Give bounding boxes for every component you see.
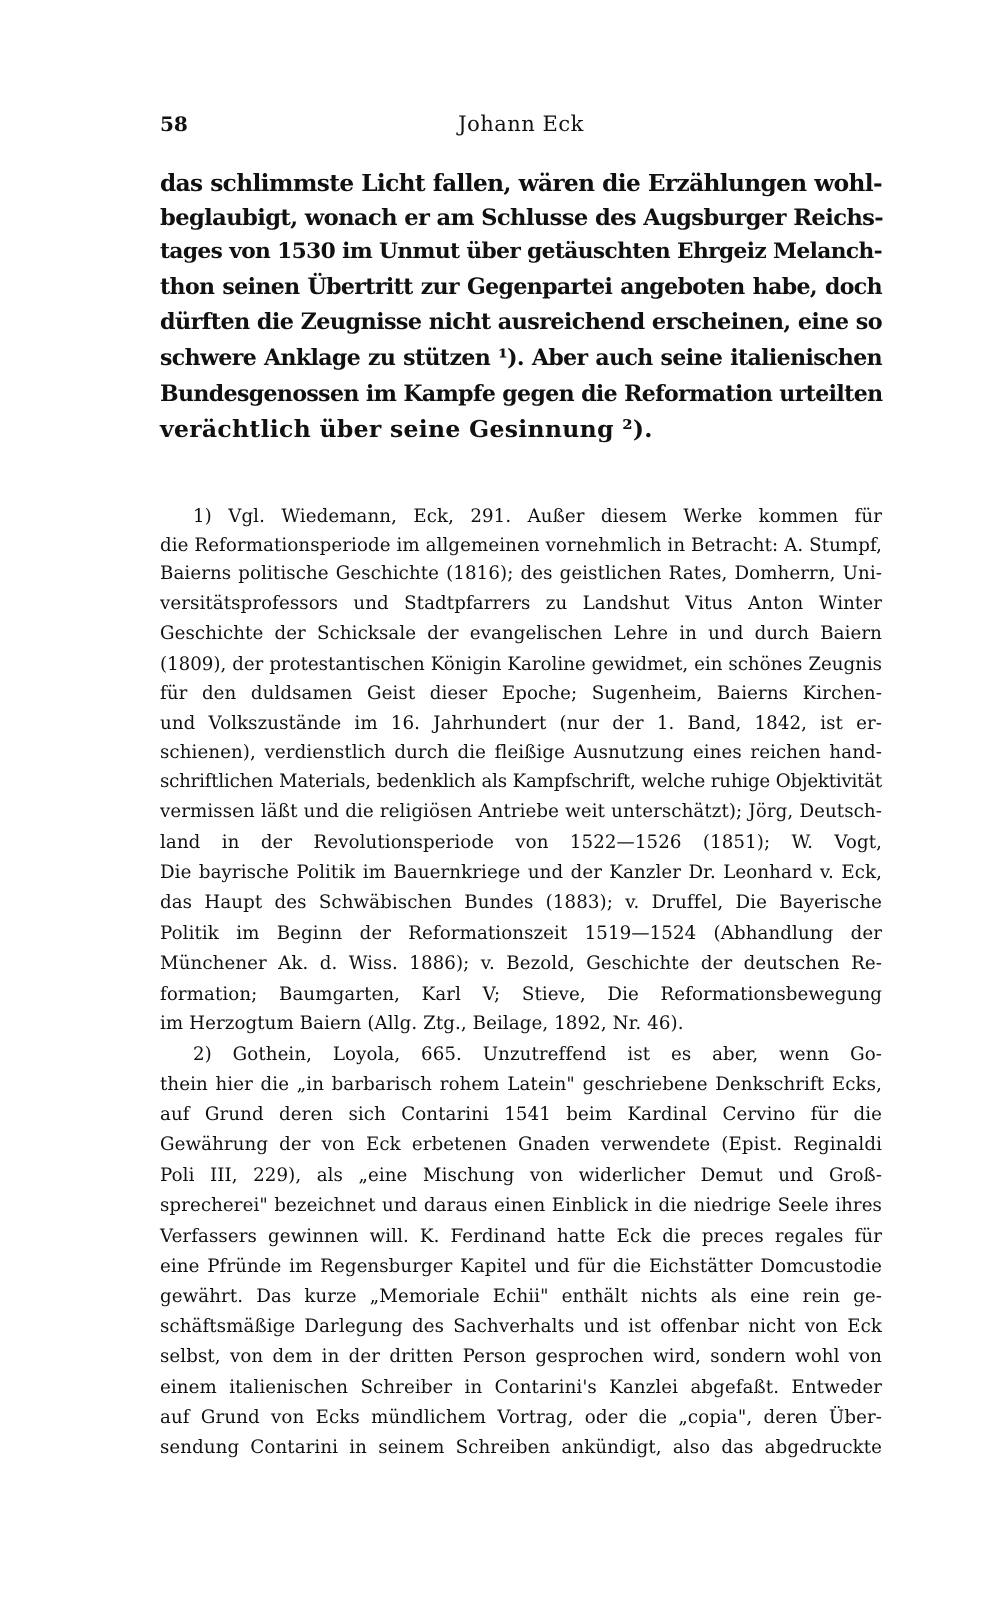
footnote-line: auf Grund von Ecks mündlichem Vortrag, oder die „copia", deren Über- xyxy=(160,1407,882,1428)
footnote-line: schienen), verdienstlich durch die fleißige Ausnutzung eines reichen hand- xyxy=(160,742,882,763)
main-text-line: beglaubigt, wonach er am Schlusse des Augsburger Reichs- xyxy=(160,205,884,231)
footnote-line: auf Grund deren sich Contarini 1541 beim Kardinal Cervino für die xyxy=(160,1104,882,1125)
footnote-line: Münchener Ak. d. Wiss. 1886); v. Bezold, Geschichte der deutschen Re- xyxy=(160,953,882,974)
footnote-line: einem italienischen Schreiber in Contarini's Kanzlei abgefaßt. Entweder xyxy=(160,1377,882,1398)
main-text-line: verächtlich über seine Gesinnung ²). xyxy=(160,415,653,443)
footnote-line: die Reformationsperiode im allgemeinen vornehmlich in Betracht: A. Stumpf, xyxy=(160,535,883,556)
footnote-line: sendung Contarini in seinem Schreiben ankündigt, also das abgedruckte xyxy=(160,1437,882,1458)
footnote-line: Baierns politische Geschichte (1816); des geistlichen Rates, Domherrn, Uni- xyxy=(160,563,882,584)
main-text-line: das schlimmste Licht fallen, wären die Erzählungen wohl- xyxy=(160,170,882,197)
footnote-line: vermissen läßt und die religiösen Antriebe weit unterschätzt); Jörg, Deutsch- xyxy=(160,801,882,822)
footnote-line: für den duldsamen Geist dieser Epoche; Sugenheim, Baierns Kirchen- xyxy=(160,683,882,704)
footnote-line: versitätsprofessors und Stadtpfarrers zu Landshut Vitus Anton Winter xyxy=(160,593,882,614)
footnote-line: (1809), der protestantischen Königin Karoline gewidmet, ein schönes Zeugnis xyxy=(160,654,882,675)
footnote-line: das Haupt des Schwäbischen Bundes (1883); v. Druffel, Die Bayerische xyxy=(160,892,882,913)
footnote-line: Verfassers gewinnen will. K. Ferdinand hatte Eck die preces regales für xyxy=(160,1226,882,1247)
footnote-1-first-line: 1) Vgl. Wiedemann, Eck, 291. Außer diesem Werke kommen für xyxy=(193,506,882,527)
main-text-line: thon seinen Übertritt zur Gegenpartei angeboten habe, doch xyxy=(160,274,882,300)
footnote-line: schäftsmäßige Darlegung des Sachverhalts und ist offenbar nicht von Eck xyxy=(160,1316,882,1337)
page-header xyxy=(160,112,882,146)
footnote-line: land in der Revolutionsperiode von 1522—1526 (1851); W. Vogt, xyxy=(160,832,882,853)
footnote-line: Poli III, 229), als „eine Mischung von widerlicher Demut und Groß- xyxy=(160,1165,882,1186)
running-head: Johann Eck xyxy=(458,112,584,136)
footnote-line: Gewährung der von Eck erbetenen Gnaden verwendete (Epist. Reginaldi xyxy=(160,1134,882,1155)
main-text-line: tages von 1530 im Unmut über getäuschten Ehrgeiz Melanch- xyxy=(160,239,883,264)
page-number: 58 xyxy=(160,112,188,136)
footnote-line: Politik im Beginn der Reformationszeit 1519—1524 (Abhandlung der xyxy=(160,923,882,944)
main-text-line: Bundesgenossen im Kampfe gegen die Reformation urteilten xyxy=(160,381,883,407)
footnote-2-first-line: 2) Gothein, Loyola, 665. Unzutreffend ist es aber, wenn Go- xyxy=(193,1044,882,1065)
footnote-line: selbst, von dem in der dritten Person gesprochen wird, sondern wohl von xyxy=(160,1346,882,1367)
footnote-line: Geschichte der Schicksale der evangelischen Lehre in und durch Baiern xyxy=(160,623,882,644)
footnote-line: thein hier die „in barbarisch rohem Latein" geschriebene Denkschrift Ecks, xyxy=(160,1074,882,1095)
footnote-line: eine Pfründe im Regensburger Kapitel und für die Eichstätter Domcustodie xyxy=(160,1256,882,1277)
footnote-line: schriftlichen Materials, bedenklich als Kampfschrift, welche ruhige Objektivität xyxy=(160,771,882,792)
footnote-line: und Volkszustände im 16. Jahrhundert (nur der 1. Band, 1842, ist er- xyxy=(160,713,882,734)
footnote-line: formation; Baumgarten, Karl V; Stieve, Die Reformationsbewegung xyxy=(160,984,882,1005)
footnote-line: gewährt. Das kurze „Memoriale Echii" enthält nichts als eine rein ge- xyxy=(160,1286,882,1307)
footnote-line: im Herzogtum Baiern (Allg. Ztg., Beilage, 1892, Nr. 46). xyxy=(160,1013,684,1034)
main-text-line: dürften die Zeugnisse nicht ausreichend erscheinen, eine so xyxy=(160,309,882,335)
main-text-line: schwere Anklage zu stützen ¹). Aber auch seine italienischen xyxy=(160,345,882,371)
footnote-line: Die bayrische Politik im Bauernkriege und der Kanzler Dr. Leonhard v. Eck, xyxy=(160,862,882,883)
footnote-line: sprecherei" bezeichnet und daraus einen Einblick in die niedrige Seele ihres xyxy=(160,1195,882,1216)
